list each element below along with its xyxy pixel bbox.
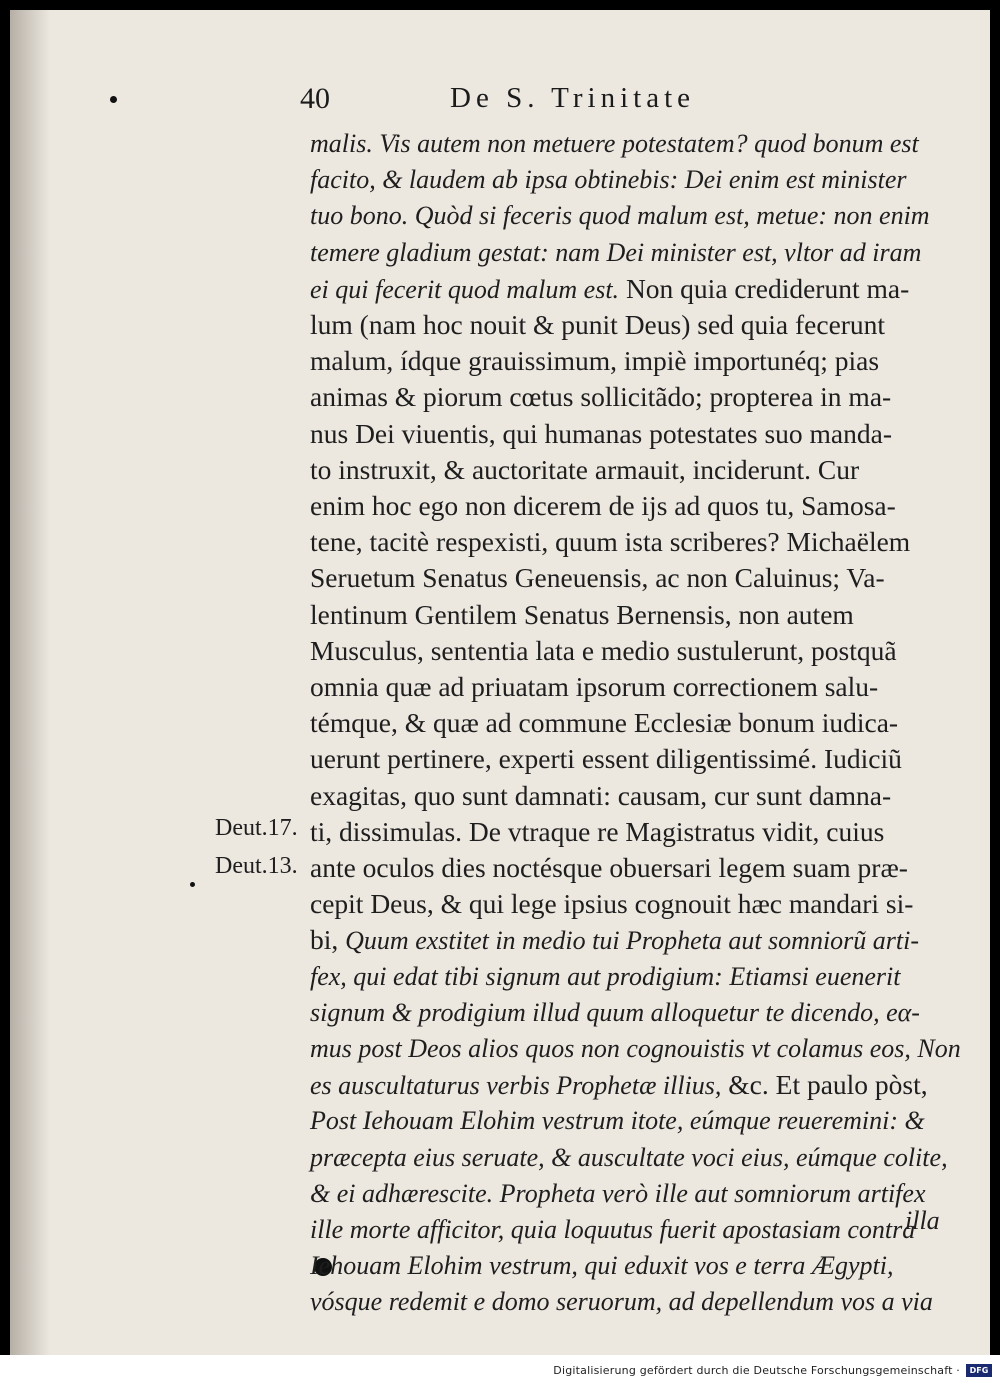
text-line: malum, ídque grauissimum, impiè importunéq; pias: [310, 345, 880, 377]
italic-span: ei qui fecerit quod malum est.: [310, 274, 620, 304]
text-line: to instruxit, & auctoritate armauit, inciderunt. Cur: [310, 453, 860, 485]
text-line: Post Iehouam Elohim vestrum itote, eúmque reueremini: &: [310, 1106, 925, 1136]
text-line: omnia quæ ad priuatam ipsorum correctionem salu-: [310, 671, 879, 702]
text-line: tene, tacitè respexisti, quum ista scriberes? Michaëlem: [310, 526, 911, 558]
text-line: lentinum Gentilem Senatus Bernensis, non autem: [310, 598, 854, 630]
running-header: [300, 80, 820, 120]
text-line: [310, 272, 950, 307]
text-line: vósque redemit e domo seruorum, ad depellendum vos a via: [310, 1287, 933, 1317]
footer-text: Digitalisierung gefördert durch die Deutsche Forschungsgemeinschaft ·: [553, 1364, 960, 1377]
text-line: [310, 1068, 950, 1103]
text-line: præcepta eius seruate, & auscultate voci eius, eúmque colite,: [310, 1142, 948, 1172]
text-line: temere gladium gestat: nam Dei minister est, vltor ad iram: [310, 237, 922, 267]
text-line: ti, dissimulas. De vtraque re Magistratus vidit, cuius: [310, 815, 885, 847]
text-line: témque, & quæ ad commune Ecclesiæ bonum iudica-: [310, 707, 899, 739]
text-line: uerunt pertinere, experti essent diligentissimé. Iudiciũ: [310, 743, 902, 775]
scanned-page: [10, 10, 990, 1355]
roman-span: bi,: [310, 924, 346, 956]
text-line: lum (nam hoc nouit & punit Deus) sed quia fecerunt: [310, 309, 886, 340]
dfg-logo: DFG: [966, 1364, 992, 1377]
text-line: fex, qui edat tibi signum aut prodigium: Etiamsi euenerit: [310, 961, 901, 991]
italic-span: es auscultaturus verbis Prophetæ illius,: [310, 1071, 722, 1101]
text-line: exagitas, quo sunt damnati: causam, cur sunt damna-: [310, 779, 892, 811]
margin-note-deut17: Deut.17.: [215, 815, 298, 841]
text-line: Musculus, sententia lata e medio sustulerunt, postquã: [310, 634, 897, 666]
margin-dot: [110, 96, 117, 103]
text-line: cepit Deus, & qui lege ipsius cognouit hæc mandari si-: [310, 888, 914, 920]
text-line: ille morte afficitor, quia loquutus fuerit apostasiam contra: [310, 1215, 916, 1244]
margin-dot: [190, 882, 195, 887]
roman-span: &c. Et paulo pòst,: [721, 1069, 928, 1101]
text-line: Seruetum Senatus Geneuensis, ac non Caluinus; Va-: [310, 562, 885, 594]
margin-note-deut13: Deut.13.: [215, 853, 298, 879]
text-line: Iehouam Elohim vestrum, qui eduxit vos e terra Ægypti,: [310, 1251, 894, 1281]
italic-span: Quum exstitet in medio tui Propheta aut somniorũ arti-: [345, 926, 920, 956]
text-line: animas & piorum cœtus sollicitãdo; propterea in ma-: [310, 381, 892, 413]
text-line: [310, 923, 950, 958]
text-line: mus post Deos alios quos non cognouistis vt colamus eos, Non: [310, 1034, 961, 1063]
text-line: signum & prodigium illud quum alloquetur te dicendo, eα-: [310, 997, 920, 1027]
roman-span: Non quia crediderunt ma-: [619, 272, 910, 304]
text-line: ante oculos dies noctésque obuersari legem suam præ-: [310, 852, 908, 883]
text-line: nus Dei viuentis, qui humanas potestates suo manda-: [310, 417, 892, 449]
text-line: malis. Vis autem non metuere potestatem? quod bonum est: [310, 129, 919, 158]
text-line: tuo bono. Quòd si feceris quod malum est, metue: non enim: [310, 201, 930, 231]
catchword: illa: [905, 1206, 940, 1235]
page-number: 40: [300, 82, 330, 115]
text-line: enim hoc ego non dicerem de ijs ad quos tu, Samosa-: [310, 490, 896, 521]
text-line: & ei adhærescite. Propheta verò ille aut somniorum artifex: [310, 1178, 926, 1208]
digitization-footer: [0, 1355, 1000, 1388]
book-spine-shadow: [10, 10, 50, 1355]
text-line: facito, & laudem ab ipsa obtinebis: Dei enim est minister: [310, 165, 907, 195]
running-title: De S. Trinitate: [450, 82, 695, 114]
